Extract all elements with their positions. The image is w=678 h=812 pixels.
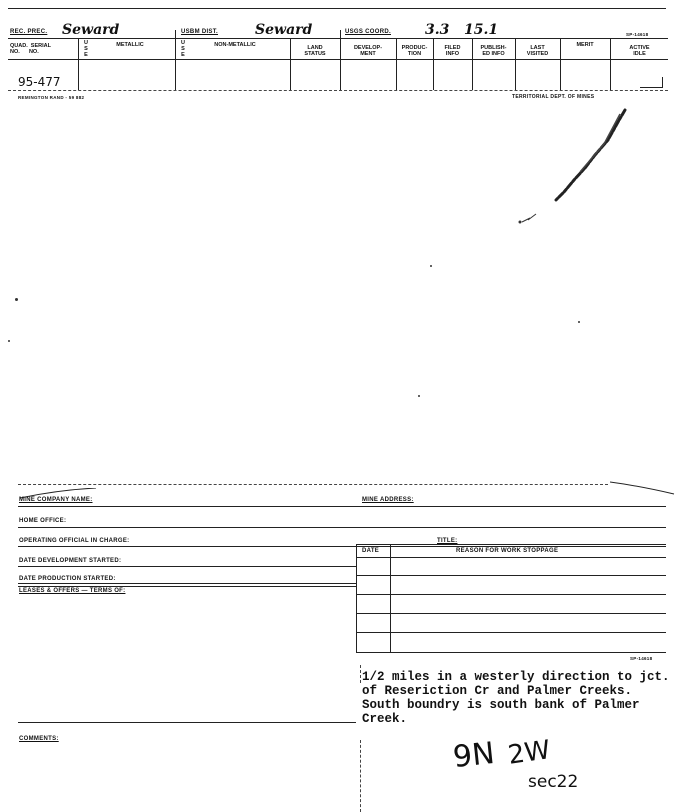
typed-line: 1/2 miles in a westerly direction to jct.	[362, 670, 670, 684]
reason-column-header: REASON FOR WORK STOPPAGE	[456, 548, 559, 554]
date-column-header: DATE	[362, 548, 380, 554]
col-divider	[610, 38, 611, 90]
rule	[18, 583, 356, 584]
lower-top-dashed	[18, 484, 608, 485]
operating-official-label: OPERATING OFFICIAL IN CHARGE:	[19, 538, 130, 544]
usbm-dist-value: Seward	[255, 22, 313, 38]
rec-prec-label: REC. PREC.	[10, 29, 48, 35]
speck	[15, 298, 18, 301]
handwritten-section: sec22	[528, 772, 579, 792]
active-idle-mark	[640, 77, 663, 88]
speck	[418, 395, 420, 397]
col-merit: MERIT	[576, 42, 594, 48]
typed-description	[362, 670, 670, 726]
col-land-status: LAND STATUS	[304, 45, 326, 57]
typed-line: of Reseriction Cr and Palmer Creeks.	[362, 684, 633, 698]
col-active-idle: ACTIVE IDLE	[629, 45, 650, 57]
speck	[430, 265, 432, 267]
rule	[18, 722, 356, 723]
col-last-visited: LAST VISITED	[526, 45, 549, 57]
leases-offers-label: LEASES & OFFERS — TERMS OF:	[19, 588, 126, 594]
col-filed-info: FILED INFO	[444, 45, 461, 57]
col-published-info: PUBLISH- ED INFO	[480, 45, 507, 57]
footer-left: REMINGTON RAND - 59 882	[18, 95, 85, 100]
rule	[18, 527, 666, 528]
rule	[356, 652, 666, 653]
title-label: TITLE:	[437, 538, 458, 544]
header-row-bottom	[8, 59, 668, 60]
col-divider	[356, 544, 357, 652]
date-development-started-label: DATE DEVELOPMENT STARTED:	[19, 558, 122, 564]
data-row-bottom	[8, 90, 668, 91]
scan-smudge-icon	[500, 100, 670, 240]
footer-right: TERRITORIAL DEPT. OF MINES	[512, 94, 595, 100]
home-office-label: HOME OFFICE:	[19, 518, 67, 524]
col-divider	[560, 38, 561, 90]
header-top-rule	[8, 8, 666, 9]
col-divider	[360, 740, 361, 812]
usbm-dist-label: USBM DIST.	[181, 29, 219, 35]
corner-curve-icon	[610, 478, 676, 498]
col-divider	[290, 38, 291, 90]
usgs-coord-value: 3.3 15.1	[425, 22, 499, 38]
col-divider	[390, 544, 391, 652]
rule	[356, 594, 666, 595]
form-number-bottom: SP-14618	[630, 656, 653, 661]
header-row-top	[8, 38, 668, 39]
mine-company-name-label: MINE COMPANY NAME:	[19, 497, 93, 503]
col-non-metallic: NON-METALLIC	[214, 42, 256, 48]
col-divider	[175, 30, 176, 90]
rule	[356, 632, 666, 633]
rule	[18, 586, 356, 587]
col-development: DEVELOP- MENT	[353, 45, 383, 57]
handwritten-range: 2W	[506, 735, 553, 771]
col-divider	[360, 665, 361, 683]
rec-prec-value: Seward	[62, 22, 120, 38]
typed-line: South boundry is south bank of Palmer	[362, 698, 640, 712]
speck	[8, 340, 10, 342]
rule	[356, 613, 666, 614]
col-production: PRODUC- TION	[401, 45, 428, 57]
serial-number: 95-477	[18, 75, 61, 89]
handwritten-township: 9N	[451, 735, 497, 776]
speck	[578, 321, 580, 323]
form-number-top: SP-14618	[626, 32, 649, 37]
usgs-coord-label: USGS COORD.	[345, 29, 391, 35]
mine-address-label: MINE ADDRESS:	[362, 497, 414, 503]
typed-line: Creek.	[362, 712, 408, 726]
comments-label: COMMENTS:	[19, 736, 59, 742]
date-production-started-label: DATE PRODUCTION STARTED:	[19, 576, 116, 582]
col-metallic: METALLIC	[116, 42, 144, 48]
col-quad-serial: QUAD. SERIAL NO. NO.	[10, 43, 51, 55]
col-divider	[340, 30, 341, 90]
rule	[356, 544, 666, 545]
rule	[18, 546, 666, 547]
rule	[18, 566, 356, 567]
col-use-metallic: U S E	[84, 40, 88, 58]
rule	[356, 557, 666, 558]
col-divider	[78, 38, 79, 90]
col-use-nonmetallic: U S E	[181, 40, 185, 58]
rule	[18, 506, 666, 507]
rule	[356, 575, 666, 576]
